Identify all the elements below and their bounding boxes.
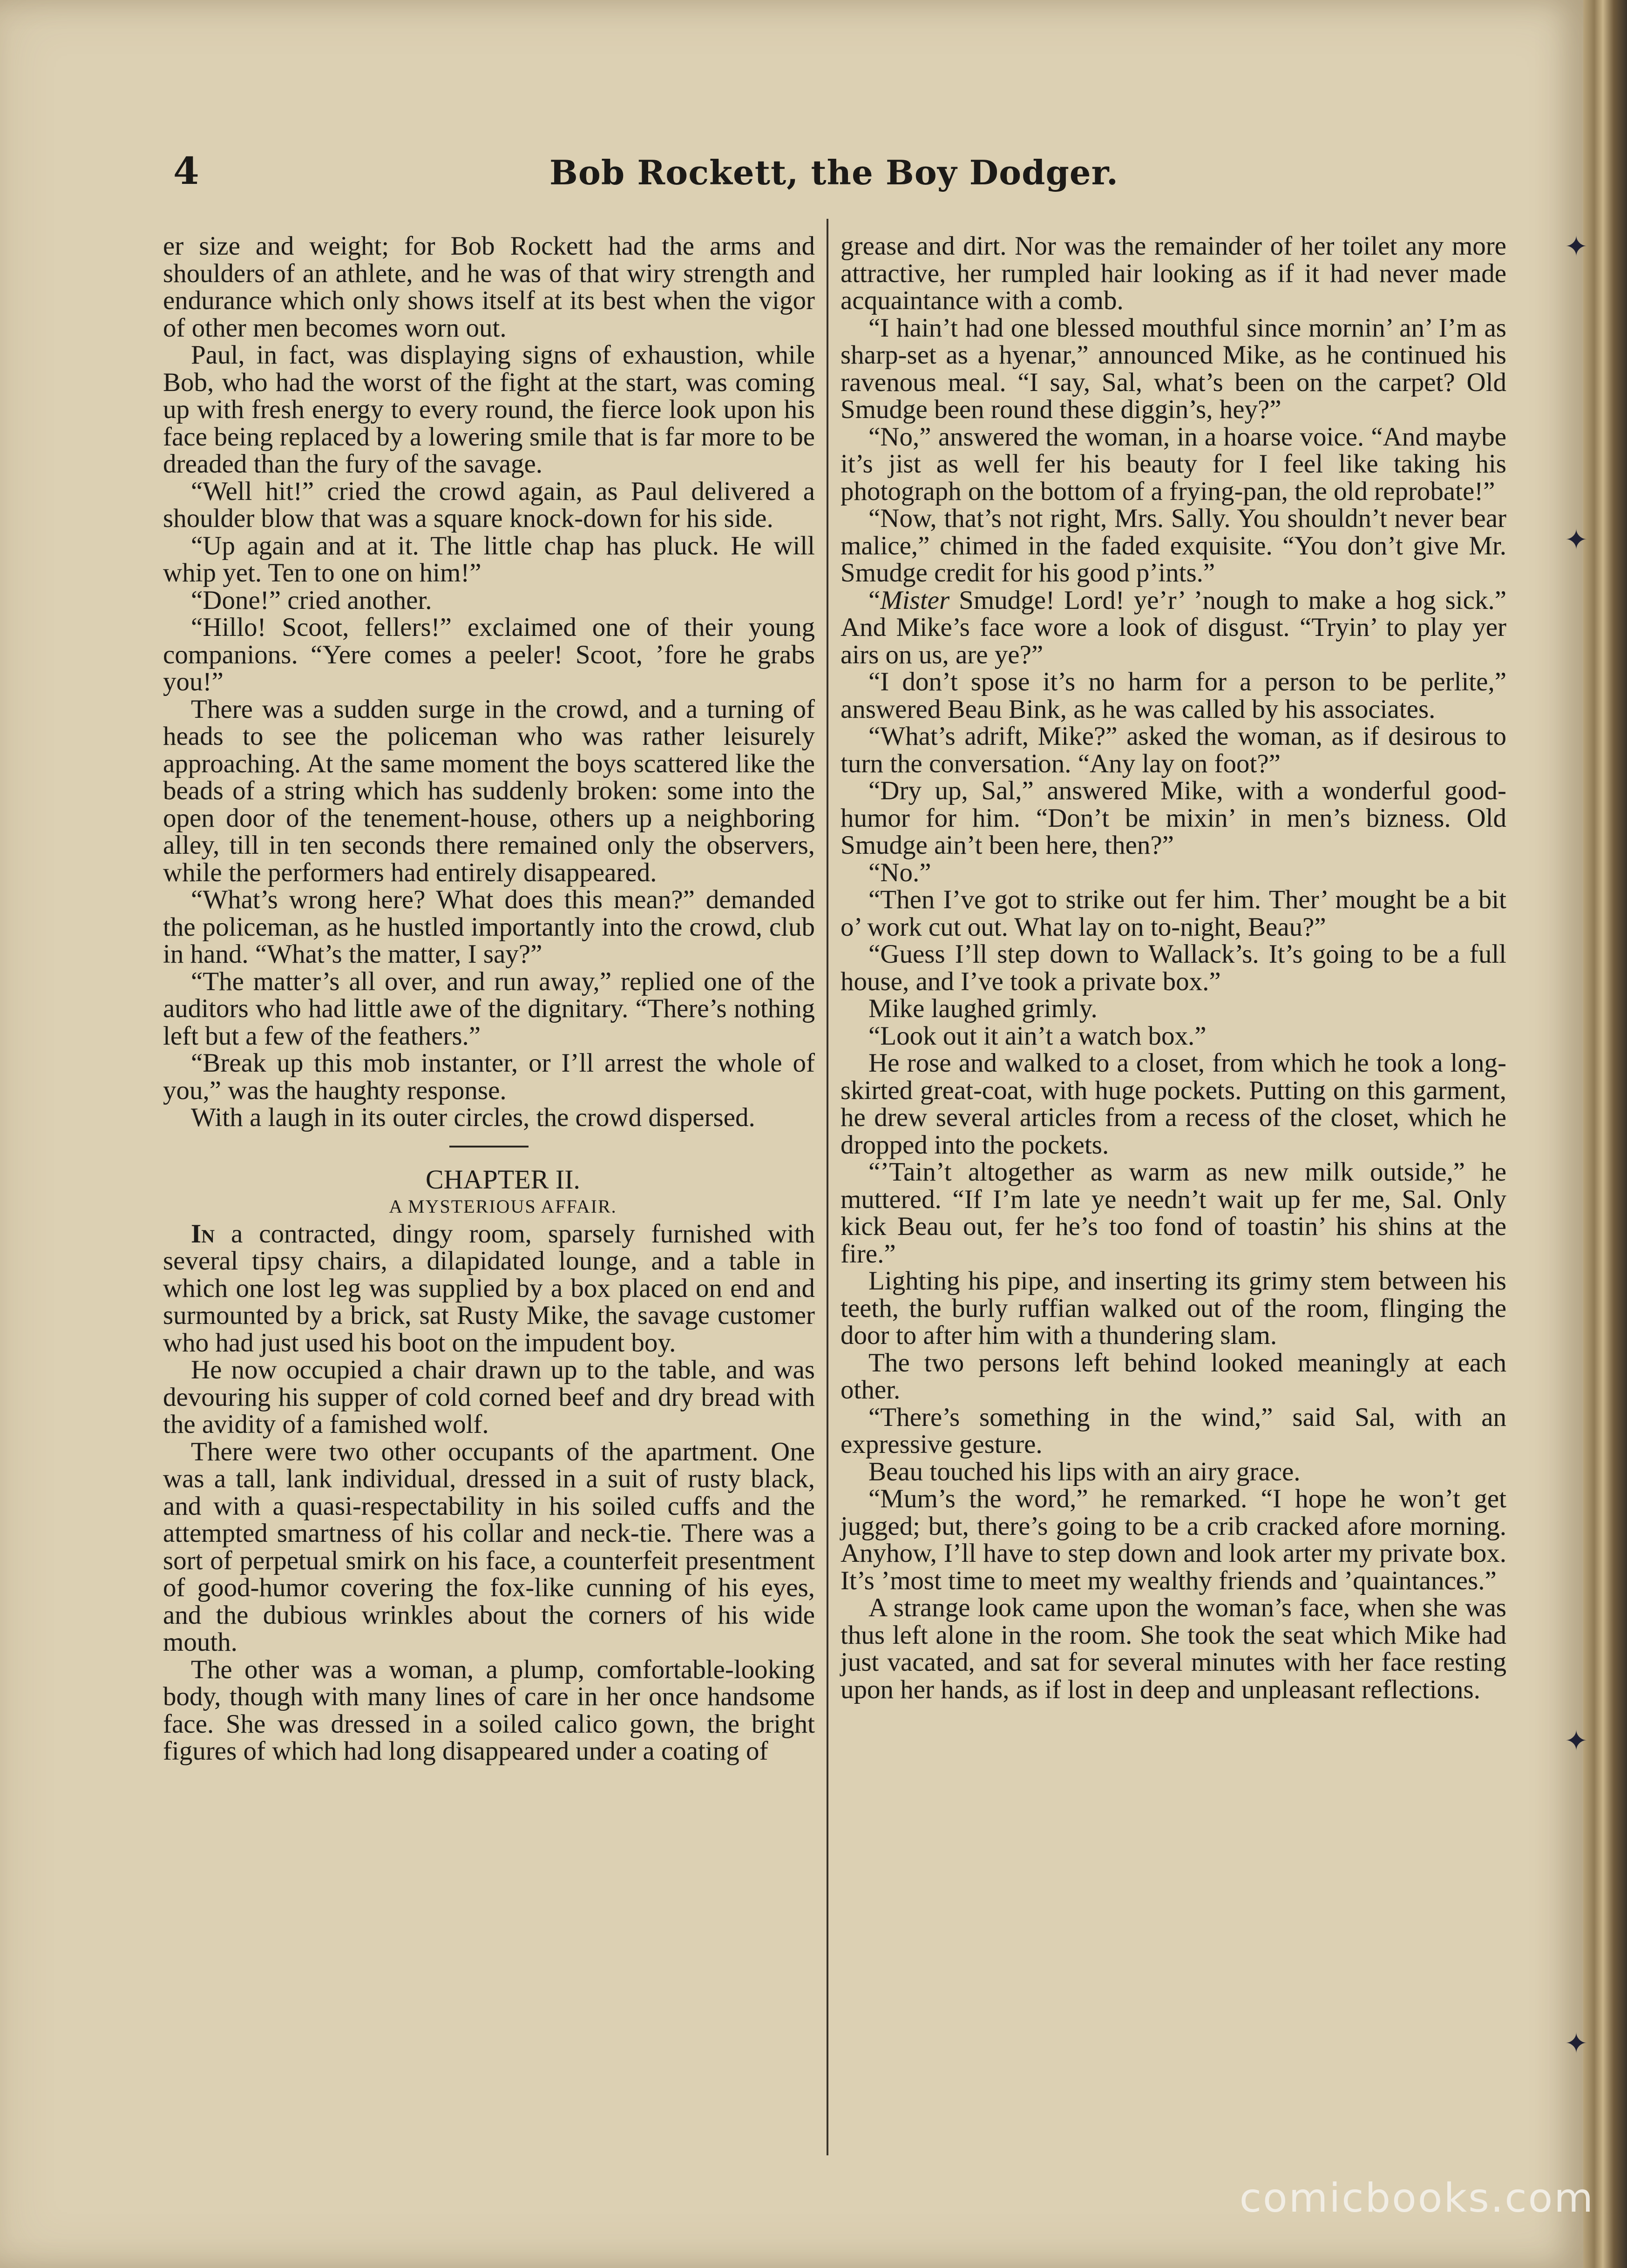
- paragraph: “There’s something in the wind,” said Sal, with an expressive gesture.: [841, 1402, 1506, 1459]
- binding-stitch-icon: ✦: [1564, 2027, 1588, 2060]
- column-divider: [827, 219, 828, 2155]
- emphasis-mister: Mister: [880, 585, 950, 615]
- opening-word: In: [191, 1219, 215, 1249]
- binding-spine: [1583, 0, 1627, 2268]
- paragraph-text: Smudge! Lord! ye’r’ ’nough to make a hog sick.” And Mike’s face wore a look of disgust. “Tryin’ to play yer airs on us, are ye?”: [841, 585, 1506, 669]
- section-divider: [449, 1146, 529, 1148]
- paragraph: “I hain’t had one blessed mouthful since mornin’ an’ I’m as sharp-set as a hyenar,” announced Mike, as he continued his ravenous meal. “I say, Sal, what’s been on the carpet? Old Smudge been round these diggin’s, hey?”: [841, 313, 1506, 424]
- paragraph: “Break up this mob instanter, or I’ll arrest the whole of you,” was the haughty response.: [163, 1048, 815, 1105]
- watermark: comicbooks.com: [1239, 2175, 1594, 2221]
- paragraph: There was a sudden surge in the crowd, and a turning of heads to see the policeman who was rather leisurely approaching. At the same moment the boys scattered like the beads of a string which has suddenly broken: some into the open door of the tenement-house, others up a neighboring alley, till in ten seconds there remained only the observers, while the performers had entirely disappeared.: [163, 694, 815, 887]
- paragraph: “Dry up, Sal,” answered Mike, with a wonderful good-humor for him. “Don’t be mixin’ in men’s bizness. Old Smudge ain’t been here, then?”: [841, 776, 1506, 860]
- paragraph: Lighting his pipe, and inserting its grimy stem between his teeth, the burly ruffian walked out of the room, flinging the door to after him with a thundering slam.: [841, 1266, 1506, 1350]
- paragraph: “Now, that’s not right, Mrs. Sally. You shouldn’t never bear malice,” chimed in the faded exquisite. “You don’t give Mr. Smudge credit for his good p’ints.”: [841, 504, 1506, 587]
- paragraph: There were two other occupants of the apartment. One was a tall, lank individual, dressed in a suit of rusty black, and with a quasi-respectability in his soiled cuffs and the attempted smartness of his collar and neck-tie. There was a sort of perpetual smirk on his face, a counterfeit presentment of good-humor covering the fox-like cunning of his eyes, and the dubious wrinkles about the corners of his wide mouth.: [163, 1437, 815, 1657]
- paragraph: “Hillo! Scoot, fellers!” exclaimed one of their young companions. “Yere comes a peeler! Scoot, ’fore he grabs you!”: [163, 613, 815, 696]
- opening-text: a contracted, dingy room, sparsely furnished with several tipsy chairs, a dilapidated lounge, and a table in which one lost leg was supplied by a box placed on end and surmounted by a brick, sat Rusty Mike, the savage customer who had just used his boot on the impudent boy.: [163, 1219, 815, 1357]
- page-header: [173, 140, 1119, 209]
- paragraph: “’Tain’t altogether as warm as new milk outside,” he muttered. “If I’m late ye needn’t wait up fer me, Sal. Only kick Beau out, fer he’s too fond of toastin’ his shins at the fire.”: [841, 1157, 1506, 1269]
- binding-stitch-icon: ✦: [1564, 1725, 1588, 1757]
- paragraph: “What’s adrift, Mike?” asked the woman, as if desirous to turn the conversation. “Any lay on foot?”: [841, 722, 1506, 778]
- paragraph: “I don’t spose it’s no harm for a person to be perlite,” answered Beau Bink, as he was called by his associates.: [841, 667, 1506, 724]
- binding-stitch-icon: ✦: [1564, 230, 1588, 263]
- paragraph: The two persons left behind looked meaningly at each other.: [841, 1348, 1506, 1404]
- paragraph: He rose and walked to a closet, from which he took a long-skirted great-coat, with huge pockets. Putting on this garment, he drew several articles from a recess of the closet, which he dropped into the pockets.: [841, 1048, 1506, 1160]
- right-column: [841, 233, 1506, 2169]
- paragraph: “Mum’s the word,” he remarked. “I hope he won’t get jugged; but, there’s going to be a crib cracked afore morning. Anyhow, I’ll have to step down and look arter my private box. It’s ’most time to meet my wealthy friends and ’quaintances.”: [841, 1484, 1506, 1595]
- paragraph: “Up again and at it. The little chap has pluck. He will whip yet. Ten to one on him!”: [163, 531, 815, 587]
- left-column: [163, 233, 815, 2169]
- paragraph: “Look out it ain’t a watch box.”: [868, 1021, 1207, 1051]
- page-number: 4: [173, 149, 199, 193]
- paragraph: “The matter’s all over, and run away,” replied one of the auditors who had little awe of the dignitary. “There’s nothing left but a few of the feathers.”: [163, 966, 815, 1051]
- chapter-subtitle: A MYSTERIOUS AFFAIR.: [389, 1196, 617, 1217]
- paragraph: grease and dirt. Nor was the remainder of her toilet any more attractive, her rumpled hair looking as if it had never made acquaintance with a comb.: [841, 231, 1506, 315]
- paragraph: “Guess I’ll step down to Wallack’s. It’s going to be a full house, and I’ve took a private box.”: [841, 939, 1506, 996]
- paragraph: “What’s wrong here? What does this mean?” demanded the policeman, as he hustled importantly into the crowd, club in hand. “What’s the matter, I say?”: [163, 885, 815, 969]
- paragraph: Paul, in fact, was displaying signs of exhaustion, while Bob, who had the worst of the fight at the start, was coming up with fresh energy to every round, the fierce look upon his face being replaced by a lowering smile that is far more to be dreaded than the fury of the savage.: [163, 340, 815, 479]
- paragraph: The other was a woman, a plump, comfortable-looking body, though with many lines of care in her once handsome face. She was dressed in a soiled calico gown, the bright figures of which had long disappeared under a coating of: [163, 1654, 815, 1766]
- paragraph: “No.”: [868, 857, 931, 887]
- paragraph: Beau touched his lips with an airy grace.: [868, 1457, 1301, 1486]
- chapter-opening-paragraph: [163, 1221, 815, 1357]
- paragraph: He now occupied a chair drawn up to the table, and was devouring his supper of cold corned beef and dry bread with the avidity of a famished wolf.: [163, 1355, 815, 1439]
- paragraph: “Well hit!” cried the crowd again, as Paul delivered a shoulder blow that was a square knock-down for his side.: [163, 476, 815, 533]
- paragraph: “Then I’ve got to strike out fer him. Ther’ mought be a bit o’ work cut out. What lay on to-night, Beau?”: [841, 885, 1506, 942]
- paragraph: “Mister Smudge! Lord! ye’r’ ’nough to make a hog sick.” And Mike’s face wore a look of disgust. “Tryin’ to play yer airs on us, are ye?”: [841, 585, 1506, 669]
- paragraph: A strange look came upon the woman’s face, when she was thus left alone in the room. She took the seat which Mike had just vacated, and sat for several minutes with her face resting upon her hands, as if lost in deep and unpleasant reflections.: [841, 1593, 1506, 1704]
- paragraph: er size and weight; for Bob Rockett had the arms and shoulders of an athlete, and he was of that wiry strength and endurance which only shows itself at its best when the vigor of other men becomes worn out.: [163, 231, 815, 343]
- running-title: Bob Rockett, the Boy Dodger.: [549, 153, 1119, 192]
- paragraph: Mike laughed grimly.: [868, 994, 1098, 1023]
- paragraph: With a laugh in its outer circles, the crowd dispersed.: [191, 1103, 755, 1132]
- paragraph: “Done!” cried another.: [191, 585, 432, 615]
- binding-stitch-icon: ✦: [1564, 524, 1588, 556]
- chapter-title: CHAPTER II.: [426, 1164, 580, 1195]
- paragraph: “No,” answered the woman, in a hoarse voice. “And maybe it’s jist as well fer his beauty for I feel like taking his photograph on the bottom of a frying-pan, the old reprobate!”: [841, 422, 1506, 506]
